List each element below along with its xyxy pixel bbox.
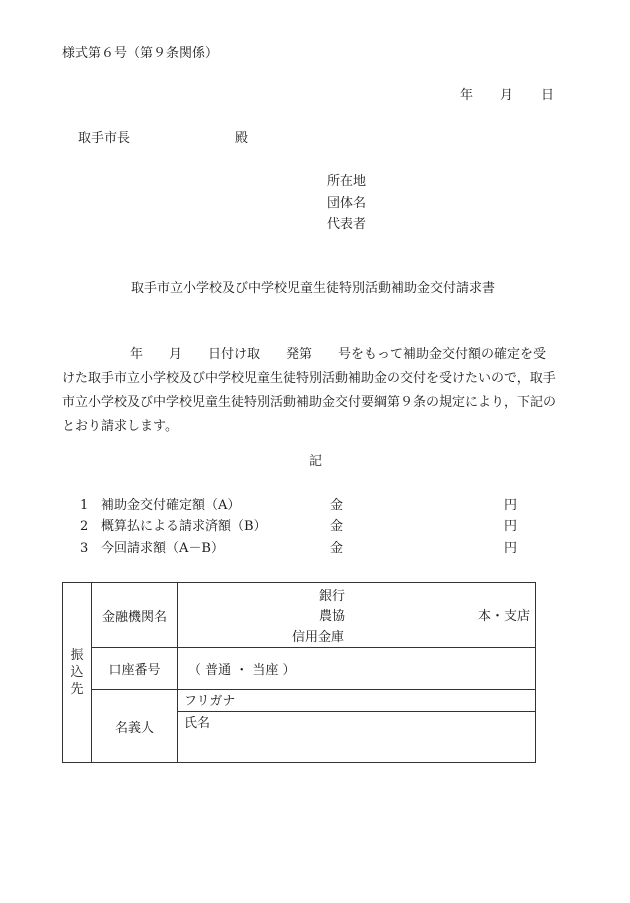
item-label: 概算払による請求済額（B） xyxy=(101,519,267,534)
organization-label: 団体名 xyxy=(327,196,367,211)
item-label: 補助金交付確定額（A） xyxy=(101,498,241,513)
item-yen: 円 xyxy=(504,519,518,534)
date-day-label: 日 xyxy=(541,88,555,103)
furigana-field[interactable]: フリガナ xyxy=(178,690,536,712)
address-label: 所在地 xyxy=(327,174,367,189)
body-line-2: けた取手市立小学校及び中学校児童生徒特別活動補助金の交付を受けたいので，取手 xyxy=(62,371,556,386)
body-paragraph xyxy=(62,343,572,439)
body-line-1: 年 月 日付け取 発第 号をもって補助金交付額の確定を受 xyxy=(130,347,547,362)
date-year-label: 年 xyxy=(460,88,474,103)
financial-institution-label: 金融機関名 xyxy=(92,583,178,648)
account-number-label: 口座番号 xyxy=(92,648,178,690)
account-holder-label: 名義人 xyxy=(92,690,178,763)
ki-heading: 記 xyxy=(309,454,323,469)
item-yen: 円 xyxy=(504,541,518,556)
account-number-field[interactable]: （ 普通 ・ 当座 ） xyxy=(178,648,536,690)
bank-option-label: 銀行 xyxy=(319,589,346,604)
form-number: 様式第６号（第９条関係） xyxy=(62,46,219,61)
addressee-honorific: 殿 xyxy=(235,131,249,146)
branch-label: 本・支店 xyxy=(477,609,530,624)
addressee-name: 取手市長 xyxy=(78,131,131,146)
date-month-label: 月 xyxy=(500,88,514,103)
item-number: 2 xyxy=(80,519,89,534)
body-line-4: とおり請求します。 xyxy=(62,419,178,434)
item-kin: 金 xyxy=(330,541,344,556)
item-number: 3 xyxy=(80,541,89,556)
item-kin: 金 xyxy=(330,498,344,513)
item-yen: 円 xyxy=(504,498,518,513)
document-title: 取手市立小学校及び中学校児童生徒特別活動補助金交付請求書 xyxy=(131,281,496,296)
body-line-3: 市立小学校及び中学校児童生徒特別活動補助金交付要綱第９条の規定により，下記の xyxy=(62,395,557,410)
bank-transfer-table xyxy=(62,582,536,763)
holder-name-field[interactable]: 氏名 xyxy=(178,712,536,763)
nokyo-option-label: 農協 xyxy=(319,609,346,624)
transfer-destination-label: 振 込 先 xyxy=(63,583,92,763)
financial-institution-field[interactable] xyxy=(178,583,536,648)
representative-label: 代表者 xyxy=(327,217,367,232)
item-kin: 金 xyxy=(330,519,344,534)
shinkin-option-label: 信用金庫 xyxy=(292,630,345,645)
item-number: 1 xyxy=(80,498,89,513)
item-label: 今回請求額（A－B） xyxy=(101,541,224,556)
